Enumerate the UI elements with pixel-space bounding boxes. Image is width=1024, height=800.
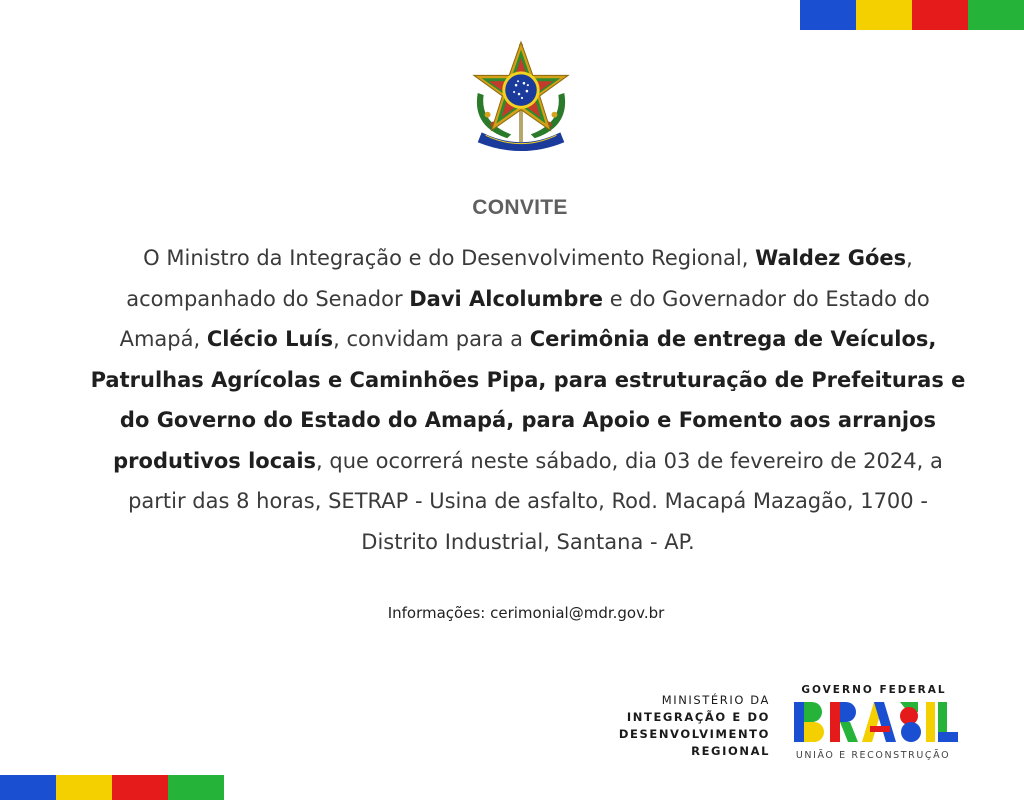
body-text: , que ocorrerá neste sábado, dia 03 de fevereiro de 2024, a partir das 8 horas, SETRAP - Usina de asfalto, Rod. Macapá Mazagão, 1700 - Distrito Industrial, Santana - AP. (128, 448, 943, 554)
invite-body (88, 238, 968, 562)
info-line: Informações: cerimonial@mdr.gov.br (387, 604, 665, 622)
coat-of-arms-of-brazil-icon (462, 36, 580, 154)
body-emphasis: Waldez Góes (755, 246, 907, 270)
strip-green (968, 0, 1024, 30)
top-color-strip (800, 0, 1024, 30)
strip-blue (0, 775, 56, 800)
bottom-color-strip (0, 775, 224, 800)
body-text: , acompanhado do Senador (126, 246, 913, 311)
gov-logo-bottom: UNIÃO E RECONSTRUÇÃO (795, 750, 951, 761)
invite-title: CONVITE (472, 196, 568, 219)
body-emphasis: Davi Alcolumbre (409, 286, 604, 311)
body-text: , convidam para a (333, 327, 530, 351)
ministry-logo-line1: MINISTÉRIO DA (661, 693, 770, 707)
strip-yellow (856, 0, 912, 30)
body-text: e do Governador do Estado do Amapá, (119, 286, 930, 351)
ministry-logo (590, 692, 770, 760)
governo-federal-logo (788, 684, 964, 761)
ministry-logo-line3: DESENVOLVIMENTO (618, 727, 770, 741)
brasil-wordmark-icon (790, 700, 962, 744)
gov-logo-top: GOVERNO FEDERAL (801, 684, 947, 696)
ministry-logo-line2: INTEGRAÇÃO E DO (626, 710, 770, 724)
body-text: O Ministro da Integração e do Desenvolvimento Regional, (143, 246, 756, 270)
ministry-logo-line4: REGIONAL (691, 744, 770, 758)
strip-yellow (56, 775, 112, 800)
body-emphasis: Clécio Luís (206, 327, 334, 351)
body-emphasis: Cerimônia de entrega de Veículos, Patrulhas Agrícolas e Caminhões Pipa, para estruturação de Prefeituras e do Governo do Estado do Amapá, para Apoio e Fomento aos arranjos produtivos locais (90, 327, 966, 473)
strip-blue (800, 0, 856, 30)
strip-red (112, 775, 168, 800)
strip-green (168, 775, 224, 800)
strip-red (912, 0, 968, 30)
